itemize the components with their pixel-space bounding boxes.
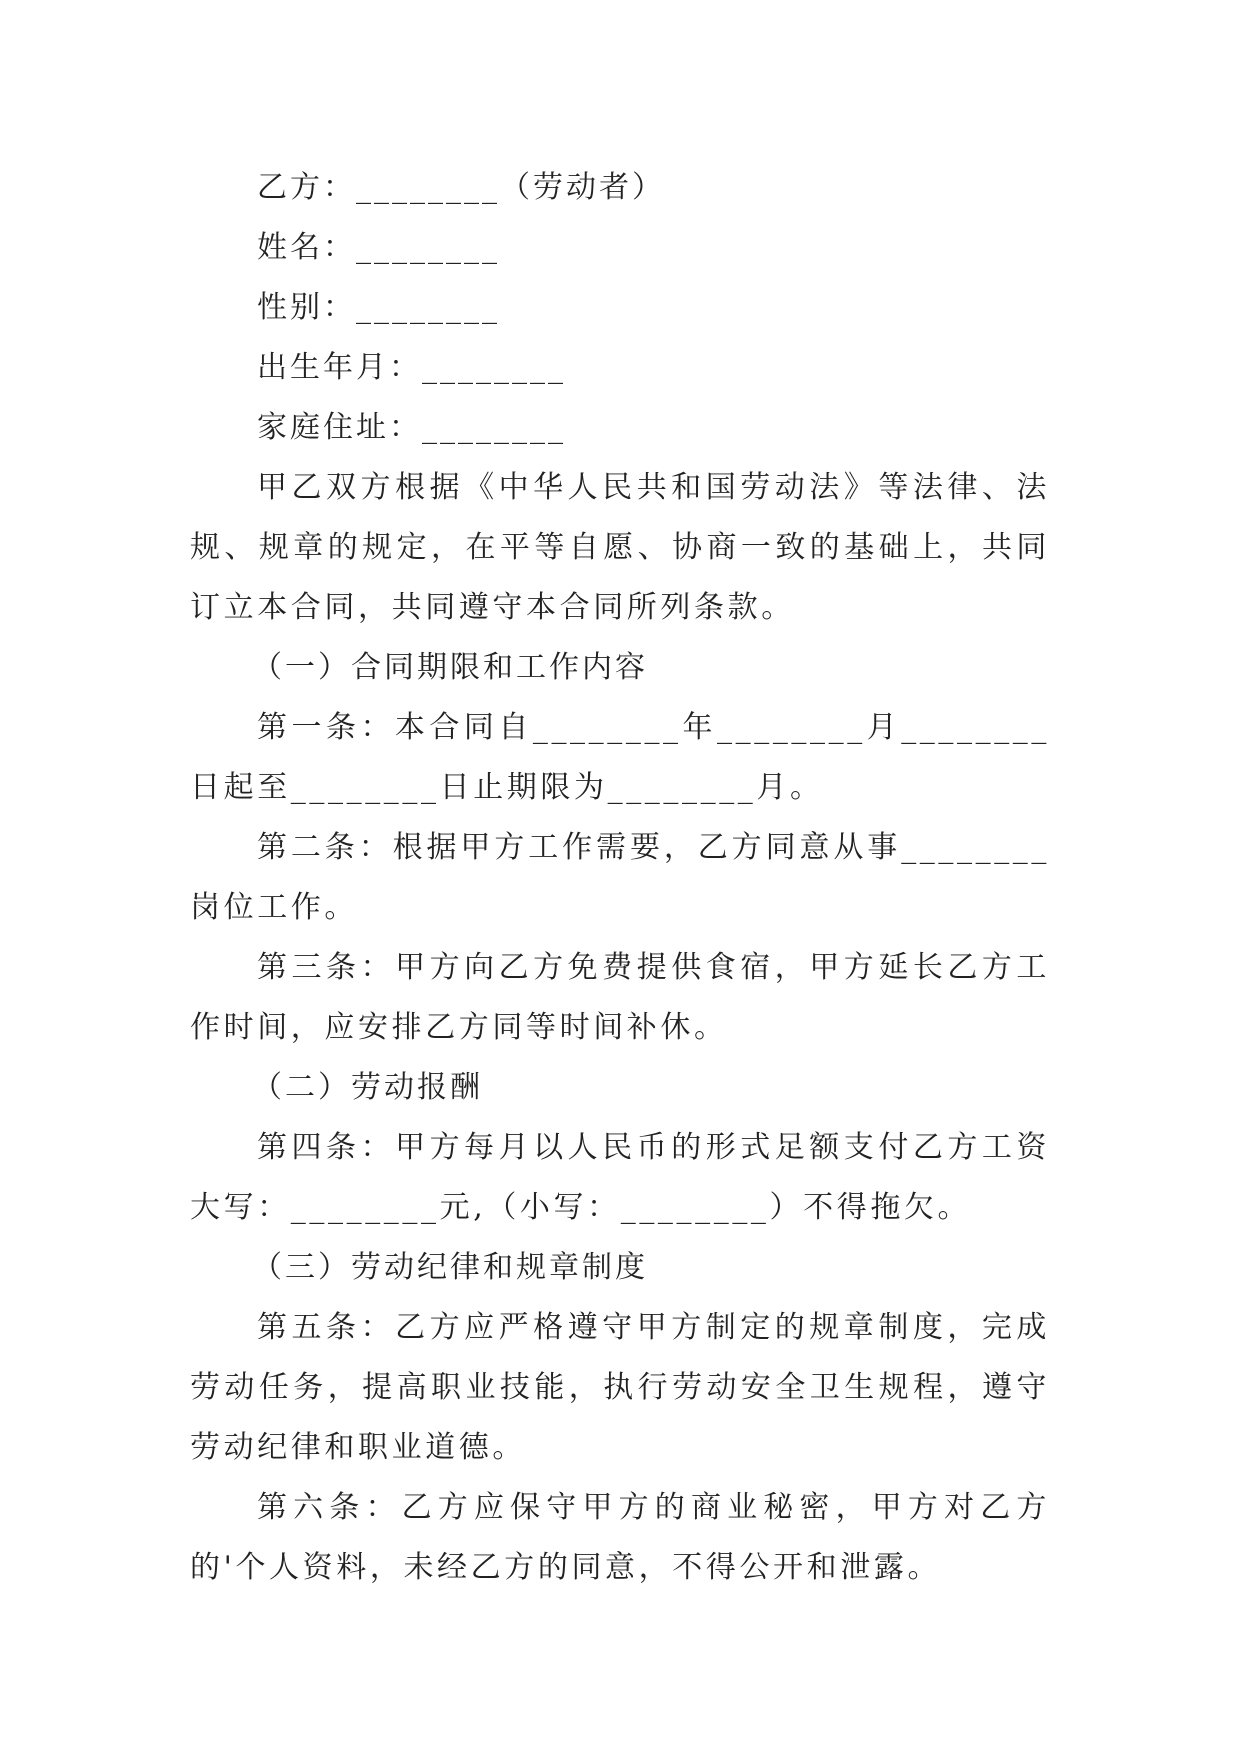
article-5: 第五条：乙方应严格遵守甲方制定的规章制度，完成劳动任务，提高职业技能，执行劳动安全卫生规程，遵守劳动纪律和职业道德。 [190,1310,1050,1465]
document-page [190,158,1050,1598]
section-1-title: （一）合同期限和工作内容 [252,650,648,685]
section-2-title: （二）劳动报酬 [252,1070,483,1105]
article-2: 第二条：根据甲方工作需要，乙方同意从事________岗位工作。 [190,830,1050,925]
article-1: 第一条：本合同自________年________月________日起至________日止期限为________月。 [190,710,1050,805]
article-4: 第四条：甲方每月以人民币的形式足额支付乙方工资大写：________元,（小写：________）不得拖欠。 [190,1130,1050,1225]
birth-line: 出生年月：________ [257,350,566,385]
name-line: 姓名：________ [257,230,500,265]
section-3-title: （三）劳动纪律和规章制度 [252,1250,648,1285]
gender-line: 性别：________ [257,290,500,325]
address-line: 家庭住址：________ [257,410,566,445]
party-b-line: 乙方：________（劳动者） [257,170,665,205]
article-3: 第三条：甲方向乙方免费提供食宿，甲方延长乙方工作时间，应安排乙方同等时间补休。 [190,950,1050,1045]
intro-paragraph: 甲乙双方根据《中华人民共和国劳动法》等法律、法规、规章的规定，在平等自愿、协商一致的基础上，共同订立本合同，共同遵守本合同所列条款。 [190,470,1050,625]
article-6: 第六条：乙方应保守甲方的商业秘密，甲方对乙方的'个人资料，未经乙方的同意，不得公开和泄露。 [190,1490,1050,1585]
